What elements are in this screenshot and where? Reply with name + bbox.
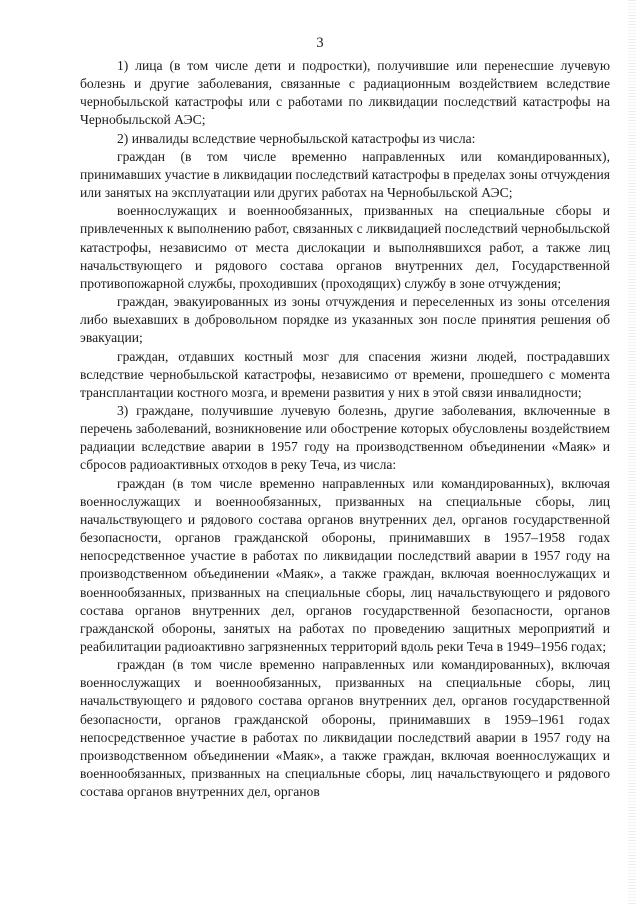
paragraph-subitem-4: граждан, отдавших костный мозг для спасения жизни людей, пострадавших вследствие чернобыльской катастрофы, независимо от времени, прошедшего с момента трансплантации костного мозга, и времени развития у них в этой связи инвалидности; xyxy=(80,348,610,400)
paragraph-subitem-1: граждан (в том числе временно направленных или командированных), принимавших участие в ликвидации последствий катастрофы в пределах зоны отчуждения или занятых на эксплуатации или других работах на Чернобыльской АЭС; xyxy=(80,148,610,201)
paragraph-subitem-5: граждан (в том числе временно направленных или командированных), включая военнослужащих и военнообязанных, призванных на специальные сборы, лиц начальствующего и рядового состава органов внутренних дел, органов государственной безопасности, органов гражданской обороны, принимавших в 1957–1958 годах непосредственное участие в работах по ликвидации последствий аварии в 1957 году на производственном объединении «Маяк», а также граждан, включая военнослужащих и военнообязанных, призванных на специальные сборы, лиц начальствующего и рядового состава органов внутренних дел, органов государственной безопасности, органов гражданской обороны, занятых на работах по проведению защитных мероприятий и реабилитации радиоактивно загрязненных территорий вдоль реки Теча в 1949–1956 годах; xyxy=(80,475,610,654)
paragraph-item-2: 2) инвалиды вследствие чернобыльской катастрофы из числа: xyxy=(117,130,476,146)
page-number: 3 xyxy=(316,35,324,51)
document-body xyxy=(80,57,610,801)
scan-margin-strip xyxy=(628,0,636,905)
paragraph-item-1: 1) лица (в том числе дети и подростки), получившие или перенесшие лучевую болезнь и другие заболевания, связанные с радиационным воздействием вследствие чернобыльской катастрофы или с работами по ликвидации последствий катастрофы на Чернобыльской АЭС; xyxy=(80,58,610,128)
paragraph-item-3: 3) граждане, получившие лучевую болезнь, другие заболевания, включенные в перечень заболеваний, возникновение или обострение которых обусловлены воздействием радиации вследствие аварии в 1957 году на производственном объединении «Маяк» и сбросов радиоактивных отходов в реку Теча, из числа: xyxy=(80,402,610,473)
paragraph-subitem-2: военнослужащих и военнообязанных, призванных на специальные сборы и привлеченных к выполнению работ, связанных с ликвидацией последствий чернобыльской катастрофы, независимо от места дислокации и выполнявшихся работ, а также лиц начальствующего и рядового состава органов внутренних дел, Государственной противопожарной службы, проходивших (проходящих) службу в зоне отчуждения; xyxy=(80,203,610,291)
paragraph-subitem-3: граждан, эвакуированных из зоны отчуждения и переселенных из зоны отселения либо выехавших в добровольном порядке из указанных зон после принятия решения об эвакуации; xyxy=(80,294,610,346)
paragraph-subitem-6: граждан (в том числе временно направленных или командированных), включая военнослужащих и военнообязанных, призванных на специальные сборы, лиц начальствующего и рядового состава органов внутренних дел, органов государственной безопасности, органов гражданской обороны, принимавших в 1959–1961 годах непосредственное участие в работах по ликвидации последствий аварии в 1957 году на производственном объединении «Маяк», а также граждан, включая военнослужащих и военнообязанных, призванных на специальные сборы, лиц начальствующего и рядового состава органов внутренних дел, органов xyxy=(80,657,610,800)
